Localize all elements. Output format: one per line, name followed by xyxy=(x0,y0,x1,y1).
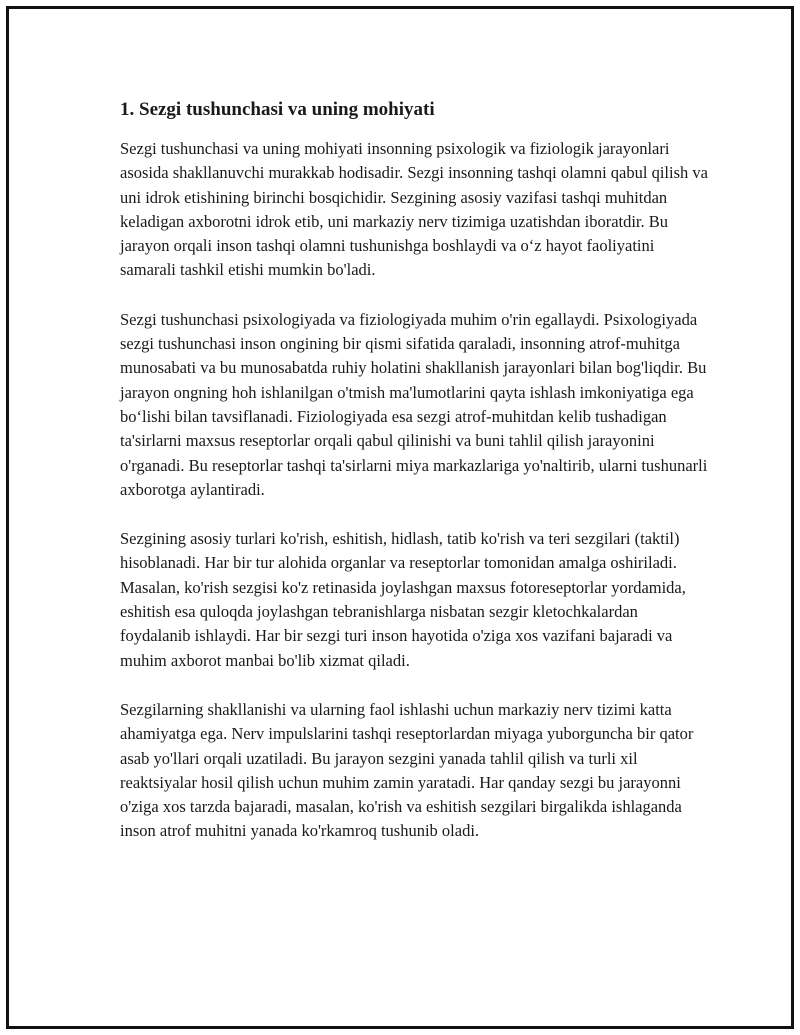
paragraph-4: Sezgilarning shakllanishi va ularning faol ishlashi uchun markaziy nerv tizimi katta ahamiyatga ega. Nerv impulslarini tashqi reseptorlardan miyaga yuborguncha bir qator asab yo'llari orqali uzatiladi. Bu jarayon sezgini yanada tahlil qilish va turli xil reaktsiyalar hosil qilish uchun muhim zamin yaratadi. Har qanday sezgi bu jarayonni o'ziga xos tarzda bajaradi, masalan, ko'rish va eshitish sezgilari birgalikda ishlaganda inson atrof muhitni yanada ko'rkamroq tushunib oladi. xyxy=(120,699,694,841)
paragraph-2: Sezgi tushunchasi psixologiyada va fiziologiyada muhim o'rin egallaydi. Psixologiyada sezgi tushunchasi inson ongining bir qismi sifatida qaraladi, insonning atrof-muhitga munosabati va bu munosabatda ruhiy holatini shakllanish jarayonlari bilan bog'liqdir. Bu jarayon ongning hoh ishlanilgan o'tmish ma'lumotlarini qayta ishlash imkoniyatiga ega bo‘lishi bilan tavsiflanadi. Fiziologiyada esa sezgi atrof-muhitdan kelib tushadigan ta'sirlarni maxsus reseptorlar orqali qabul qilinishi va buni tahlil qilish jarayonini o'rganadi. Bu reseptorlar tashqi ta'sirlarni miya markazlariga yo'naltirib, ularni tushunarli axborotga aylantiradi. xyxy=(120,309,708,499)
section-heading: 1. Sezgi tushunchasi va uning mohiyati xyxy=(120,99,435,120)
page-frame xyxy=(6,6,794,1029)
paragraph-3: Sezgining asosiy turlari ko'rish, eshitish, hidlash, tatib ko'rish va teri sezgilari (taktil) hisoblanadi. Har bir tur alohida organlar va reseptorlar tomonidan amalga oshiriladi. Masalan, ko'rish sezgisi ko'z retinasida joylashgan maxsus fotoreseptorlar yordamida, eshitish esa quloqda joylashgan tebranishlarga nisbatan sezgir kletochkalardan foydalanib ishlaydi. Har bir sezgi turi inson hayotida o'ziga xos vazifani bajaradi va muhim axborot manbai bo'lib xizmat qiladi. xyxy=(120,529,686,670)
paragraph-1: Sezgi tushunchasi va uning mohiyati insonning psixologik va fiziologik jarayonlari asosida shakllanuvchi murakkab hodisadir. Sezgi insonning tashqi olamni qabul qilish va uni idrok etishining birinchi bosqichidir. Sezgining asosiy vazifasi tashqi muhitdan keladigan axborotni idrok etib, uni markaziy nerv tizimiga uzatishdan iboratdir. Bu jarayon orqali inson tashqi olamni tushunishga boshlaydi va o‘z hayot faoliyatini samarali tashkil etishi mumkin bo'ladi. xyxy=(120,139,708,280)
document-body xyxy=(120,97,710,869)
